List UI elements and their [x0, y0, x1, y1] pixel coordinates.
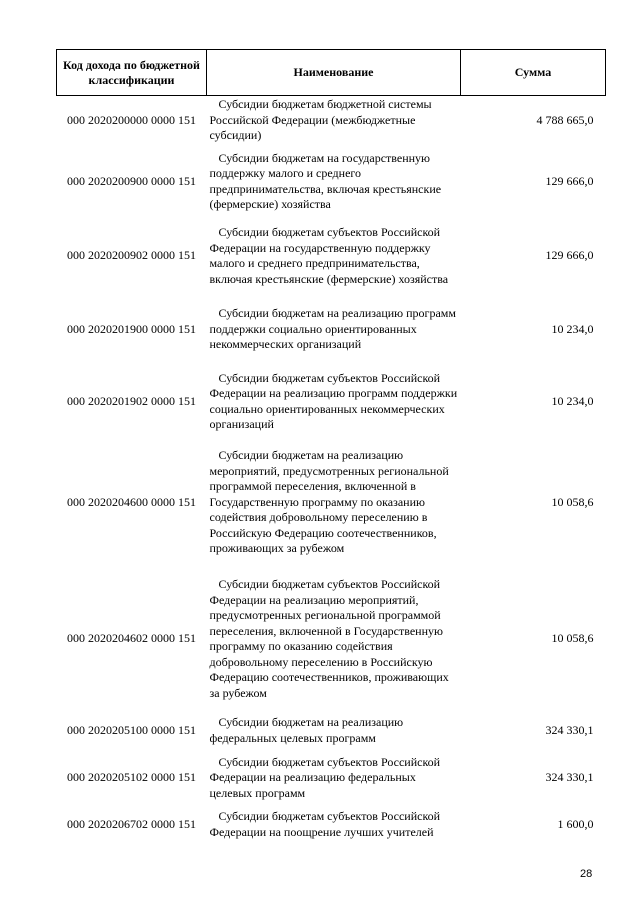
row-code: 000 2020200000 0000 151: [67, 112, 196, 127]
row-name: Субсидии бюджетам субъектов Российской Федерации на поощрение лучших учителей: [209, 809, 441, 839]
row-sum: 1 600,0: [557, 816, 594, 831]
row-name: Субсидии бюджетам на государственную поддержку малого и среднего предпринимательства, включая крестьянские (фермерские) хозяйства: [209, 150, 442, 211]
page-number: 28: [580, 868, 593, 880]
row-code: 000 2020200902 0000 151: [67, 248, 196, 263]
row-code: 000 2020201900 0000 151: [67, 321, 196, 336]
row-sum: 10 234,0: [551, 321, 594, 336]
row-sum: 324 330,1: [545, 770, 594, 785]
row-sum: 10 058,6: [551, 494, 594, 509]
row-code: 000 2020204600 0000 151: [67, 494, 196, 509]
row-name: Субсидии бюджетам субъектов Российской Федерации на реализацию мероприятий, предусмотренных региональной программой переселения, включенной в Государственную программу по оказанию содействия добровольному переселению в Российскую Федерацию соотечественников, проживающих за рубежом: [209, 577, 449, 700]
table-row: [57, 711, 606, 751]
table-row: [57, 568, 606, 711]
table-row: [57, 145, 606, 219]
budget-table: [56, 49, 606, 844]
row-name: Субсидии бюджетам на реализацию программ поддержки социально ориентированных некоммерческих организаций: [209, 306, 456, 352]
row-sum: 10 234,0: [551, 393, 594, 408]
table-header-row: [57, 50, 606, 96]
row-name: Субсидии бюджетам на реализацию мероприятий, предусмотренных региональной программой переселения, включенной в Государственную программу по оказанию содействия добровольному переселению в Российскую Федерацию соотечественников, проживающих за рубежом: [209, 448, 449, 556]
row-sum: 129 666,0: [545, 173, 594, 188]
row-name: Субсидии бюджетам субъектов Российской Федерации на реализацию федеральных целевых программ: [209, 754, 441, 800]
row-code: 000 2020204602 0000 151: [67, 631, 196, 646]
table-row: [57, 438, 606, 568]
table-row: [57, 751, 606, 806]
header-sum: Сумма: [461, 50, 606, 96]
row-name: Субсидии бюджетам субъектов Российской Федерации на государственную поддержку малого и среднего предпринимательства, включая крестьянские (фермерские) хозяйства: [209, 225, 449, 286]
header-code: Код дохода по бюджетной классификации: [57, 50, 207, 96]
table-row: [57, 294, 606, 366]
row-code: 000 2020206702 0000 151: [67, 816, 196, 831]
row-code: 000 2020205100 0000 151: [67, 722, 196, 737]
row-sum: 10 058,6: [551, 631, 594, 646]
header-name: Наименование: [207, 50, 461, 96]
row-sum: 129 666,0: [545, 248, 594, 263]
row-code: 000 2020200900 0000 151: [67, 173, 196, 188]
row-sum: 324 330,1: [545, 722, 594, 737]
row-sum: 4 788 665,0: [536, 112, 594, 127]
row-name: Субсидии бюджетам бюджетной системы Российской Федерации (межбюджетные субсидии): [209, 97, 432, 142]
row-code: 000 2020201902 0000 151: [67, 393, 196, 408]
row-name: Субсидии бюджетам субъектов Российской Федерации на реализацию программ поддержки социально ориентированных некоммерческих организаций: [209, 370, 458, 431]
table-row: [57, 806, 606, 844]
row-name: Субсидии бюджетам на реализацию федеральных целевых программ: [209, 715, 404, 745]
row-code: 000 2020205102 0000 151: [67, 770, 196, 785]
table-row: [57, 219, 606, 294]
table-row: [57, 96, 606, 145]
table-row: [57, 366, 606, 438]
